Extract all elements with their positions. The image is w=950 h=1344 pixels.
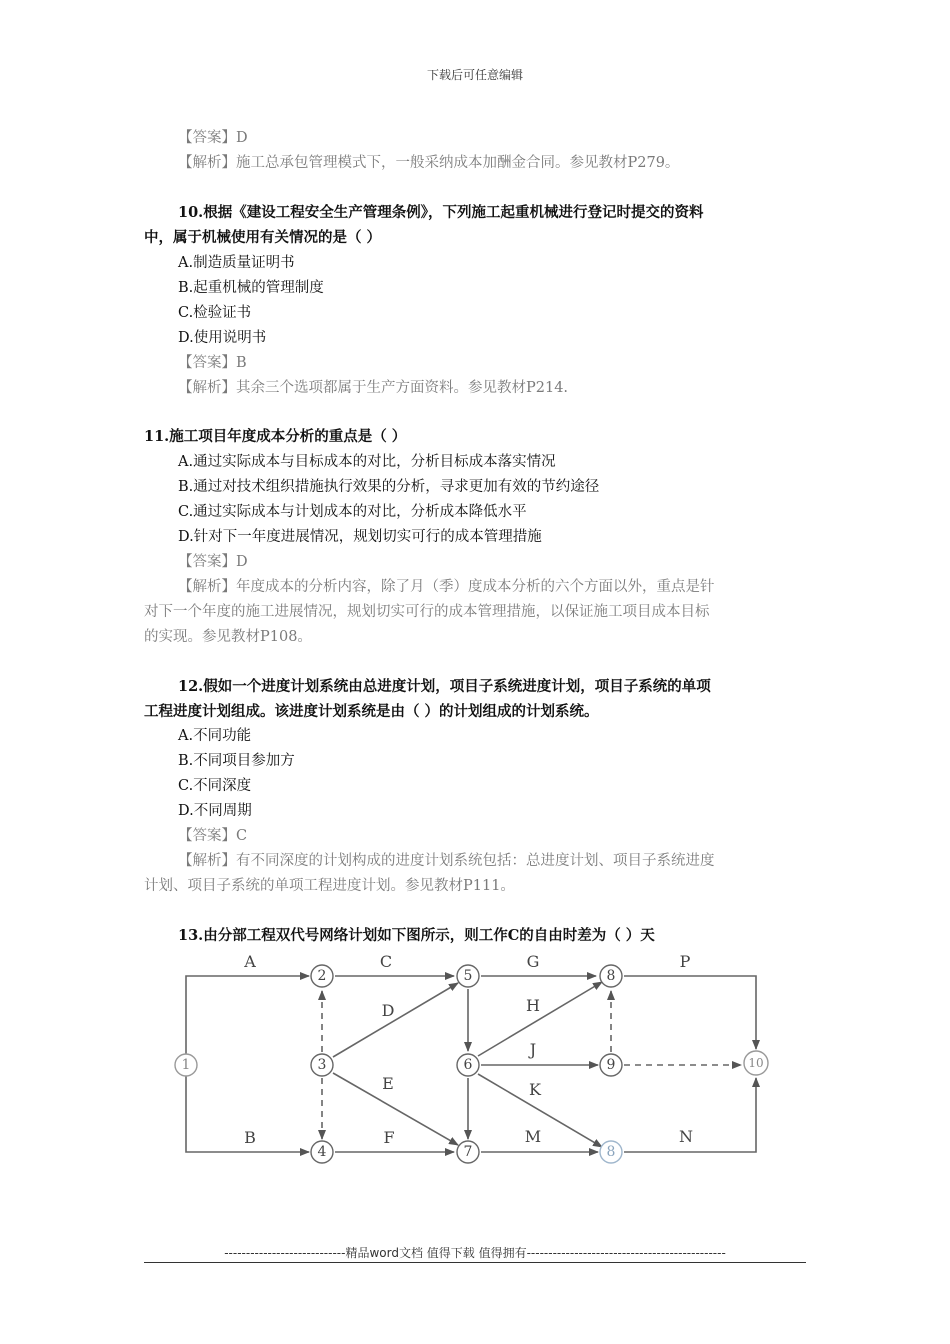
activity-g-label: G: [526, 952, 540, 971]
q12-option-d: D.不同周期: [178, 803, 252, 819]
q9-analysis: 【解析】施工总承包管理模式下，一般采纳成本加酬金合同。参见教材P279。: [178, 155, 680, 171]
q13-stem: 13.由分部工程双代号网络计划如下图所示，则工作C的自由时差为（ ）天: [178, 927, 655, 944]
q11-stem: 11.施工项目年度成本分析的重点是（ ）: [144, 428, 407, 445]
activity-m-label: M: [524, 1127, 542, 1146]
page-footer: ----------------------------精品word文档 值得下载 值得拥有----------------------------------------------: [224, 1246, 726, 1260]
q10-option-c: C.检验证书: [178, 305, 252, 321]
node-10: [744, 1051, 768, 1075]
page-header: 下载后可任意编辑: [426, 68, 523, 82]
svg-text:6: 6: [463, 1057, 473, 1073]
q11-option-b: B.通过对技术组织措施执行效果的分析，寻求更加有效的节约途径: [178, 479, 600, 495]
q10-option-a: A.制造质量证明书: [178, 255, 295, 271]
node-1: [175, 1054, 197, 1076]
q10-stem-line2: 中，属于机械使用有关情况的是（ ）: [144, 229, 382, 246]
svg-text:7: 7: [463, 1144, 473, 1160]
q12-stem-line1: 12.假如一个进度计划系统由总进度计划，项目子系统进度计划，项目子系统的单项: [178, 678, 711, 695]
svg-text:9: 9: [606, 1057, 616, 1073]
node-5: [457, 965, 479, 987]
footer-rule: [144, 1262, 806, 1263]
activity-b-label: B: [244, 1128, 256, 1147]
svg-text:8: 8: [606, 1144, 616, 1160]
node-6: [457, 1054, 479, 1076]
q12-stem-line2: 工程进度计划组成。该进度计划系统是由（ ）的计划组成的计划系统。: [144, 703, 599, 720]
q11-option-d: D.针对下一年度进展情况，规划切实可行的成本管理措施: [178, 529, 542, 545]
node-8-bottom: [600, 1141, 622, 1163]
q12-analysis-line2: 计划、项目子系统的单项工程进度计划。参见教材P111。: [144, 878, 515, 894]
q12-answer: 【答案】C: [178, 828, 248, 844]
activity-c-label: C: [379, 952, 393, 971]
activity-k-label: K: [529, 1080, 541, 1099]
svg-text:8: 8: [606, 968, 616, 984]
activity-j-label: J: [529, 1040, 537, 1059]
activity-f-label: F: [383, 1128, 395, 1147]
svg-text:1: 1: [181, 1057, 191, 1073]
q9-answer: 【答案】D: [178, 130, 248, 146]
q11-analysis-line3: 的实现。参见教材P108。: [144, 629, 312, 645]
activity-p-label: P: [679, 952, 691, 971]
node-9: [600, 1054, 622, 1076]
q11-analysis-line1: 【解析】年度成本的分析内容，除了月（季）度成本分析的六个方面以外，重点是针: [178, 579, 715, 595]
svg-text:4: 4: [317, 1144, 327, 1160]
node-3: [311, 1054, 333, 1076]
activity-a-label: A: [244, 952, 256, 971]
svg-text:2: 2: [317, 968, 327, 984]
svg-text:3: 3: [317, 1057, 327, 1073]
q12-option-c: C.不同深度: [178, 778, 252, 794]
q11-option-c: C.通过实际成本与计划成本的对比，分析成本降低水平: [178, 504, 527, 520]
q10-option-d: D.使用说明书: [178, 330, 267, 346]
svg-text:5: 5: [463, 968, 473, 984]
network-diagram: [0, 945, 950, 1175]
activity-n-label: N: [679, 1127, 693, 1146]
activity-d-label: D: [381, 1001, 395, 1020]
activity-e-label: E: [382, 1074, 394, 1093]
q11-option-a: A.通过实际成本与目标成本的对比，分析目标成本落实情况: [178, 454, 556, 470]
q11-answer: 【答案】D: [178, 554, 248, 570]
node-8: [600, 965, 622, 987]
q11-analysis-line2: 对下一个年度的施工进展情况，规划切实可行的成本管理措施，以保证施工项目成本目标: [144, 604, 710, 620]
q10-stem-line1: 10.根据《建设工程安全生产管理条例》，下列施工起重机械进行登记时提交的资料: [178, 204, 704, 221]
svg-text:10: 10: [748, 1056, 764, 1070]
node-7: [457, 1141, 479, 1163]
q10-option-b: B.起重机械的管理制度: [178, 280, 324, 296]
q12-option-b: B.不同项目参加方: [178, 753, 295, 769]
q12-option-a: A.不同功能: [178, 728, 252, 744]
q10-analysis: 【解析】其余三个选项都属于生产方面资料。参见教材P214.: [178, 380, 569, 396]
q10-answer: 【答案】B: [178, 355, 247, 371]
node-4: [311, 1141, 333, 1163]
activity-h-label: H: [526, 996, 540, 1015]
q12-analysis-line1: 【解析】有不同深度的计划构成的进度计划系统包括：总进度计划、项目子系统进度: [178, 853, 715, 869]
node-2: [311, 965, 333, 987]
